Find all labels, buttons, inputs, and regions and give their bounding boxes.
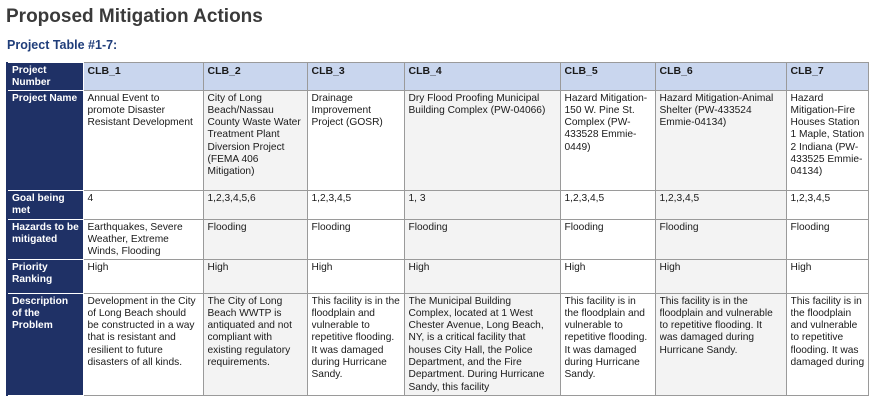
hazard-cell: Flooding [655, 219, 786, 259]
row-header-priority: Priority Ranking [7, 259, 83, 293]
description-row [7, 293, 868, 395]
description-text: This facility is in the floodplain and vulnerable to repetitive flooding. It was damaged during Hurricane Sandy. [659, 295, 773, 356]
project-name-cell: Drainage Improvement Project (GOSR) [307, 90, 404, 190]
table-subtitle: Project Table #1-7: [7, 38, 118, 52]
row-header-goal: Goal being met [7, 190, 83, 219]
row-header-description: Description of the Problem [7, 293, 83, 395]
priority-cell: High [560, 259, 655, 293]
project-number-cell: CLB_1 [83, 63, 203, 91]
project-number-row [7, 63, 868, 91]
description-text: The Municipal Building Complex, located at 1 West Chester Avenue, Long Beach, NY, is a critical facility that houses City Hall, the Police Department, and the Fire Department. During Hurricane Sandy, this facility [408, 295, 545, 393]
description-cell [786, 293, 868, 395]
row-header-project-name: Project Name [7, 90, 83, 190]
project-name-cell: Hazard Mitigation-150 W. Pine St. Complex (PW-433528 Emmie-0449) [560, 90, 655, 190]
project-number-cell: CLB_2 [203, 63, 307, 91]
hazard-cell: Flooding [203, 219, 307, 259]
description-text: This facility is in the floodplain and vulnerable to repetitive flooding. It was damaged during Hurricane Sandy. [564, 295, 648, 381]
project-number-cell: CLB_6 [655, 63, 786, 91]
description-text: The City of Long Beach WWTP is antiquated and not compliant with existing regulatory requirements. [207, 295, 292, 369]
description-text: This facility is in the floodplain and vulnerable to repetitive flooding. It was damaged during Hurricane Sandy. [311, 295, 400, 381]
mitigation-table [6, 62, 869, 396]
hazard-cell: Flooding [560, 219, 655, 259]
priority-row [7, 259, 868, 293]
goal-row [7, 190, 868, 219]
priority-cell: High [404, 259, 560, 293]
row-header-project-number: Project Number [7, 63, 83, 91]
goal-cell: 1,2,3,4,5 [786, 190, 868, 219]
project-name-cell: Annual Event to promote Disaster Resistant Development [83, 90, 203, 190]
page-title: Proposed Mitigation Actions [6, 6, 263, 27]
priority-cell: High [307, 259, 404, 293]
description-cell [404, 293, 560, 395]
description-cell [560, 293, 655, 395]
project-number-cell: CLB_5 [560, 63, 655, 91]
hazard-cell [83, 219, 203, 259]
priority-cell: High [83, 259, 203, 293]
description-cell [83, 293, 203, 395]
project-name-cell: Hazard Mitigation-Fire Houses Station 1 Maple, Station 2 Indiana (PW-433525 Emmie-04134) [786, 90, 868, 190]
goal-cell: 1,2,3,4,5 [655, 190, 786, 219]
project-name-cell: Dry Flood Proofing Municipal Building Complex (PW-04066) [404, 90, 560, 190]
description-cell [655, 293, 786, 395]
goal-cell: 1,2,3,4,5,6 [203, 190, 307, 219]
goal-cell: 1, 3 [404, 190, 560, 219]
project-name-row [7, 90, 868, 190]
goal-cell: 4 [83, 190, 203, 219]
description-cell [307, 293, 404, 395]
hazard-cell: Flooding [786, 219, 868, 259]
description-cell [203, 293, 307, 395]
priority-cell: High [786, 259, 868, 293]
priority-cell: High [655, 259, 786, 293]
hazard-cell: Flooding [307, 219, 404, 259]
priority-cell: High [203, 259, 307, 293]
hazard-text: Earthquakes, Severe Weather, Extreme Winds, Flooding [87, 221, 183, 258]
hazards-row [7, 219, 868, 259]
project-name-cell: City of Long Beach/Nassau County Waste Water Treatment Plant Diversion Project (FEMA 406 Mitigation) [203, 90, 307, 190]
hazard-cell: Flooding [404, 219, 560, 259]
goal-cell: 1,2,3,4,5 [560, 190, 655, 219]
project-name-cell: Hazard Mitigation-Animal Shelter (PW-433524 Emmie-04134) [655, 90, 786, 190]
row-header-hazards: Hazards to be mitigated [7, 219, 83, 259]
description-text: This facility is in the floodplain and vulnerable to repetitive flooding. It was damaged during [790, 295, 865, 369]
goal-cell: 1,2,3,4,5 [307, 190, 404, 219]
project-number-cell: CLB_3 [307, 63, 404, 91]
project-number-cell: CLB_4 [404, 63, 560, 91]
project-number-cell: CLB_7 [786, 63, 868, 91]
description-text: Development in the City of Long Beach should be constructed in a way that is resistant and resilient to future disasters of all kinds. [87, 295, 196, 369]
